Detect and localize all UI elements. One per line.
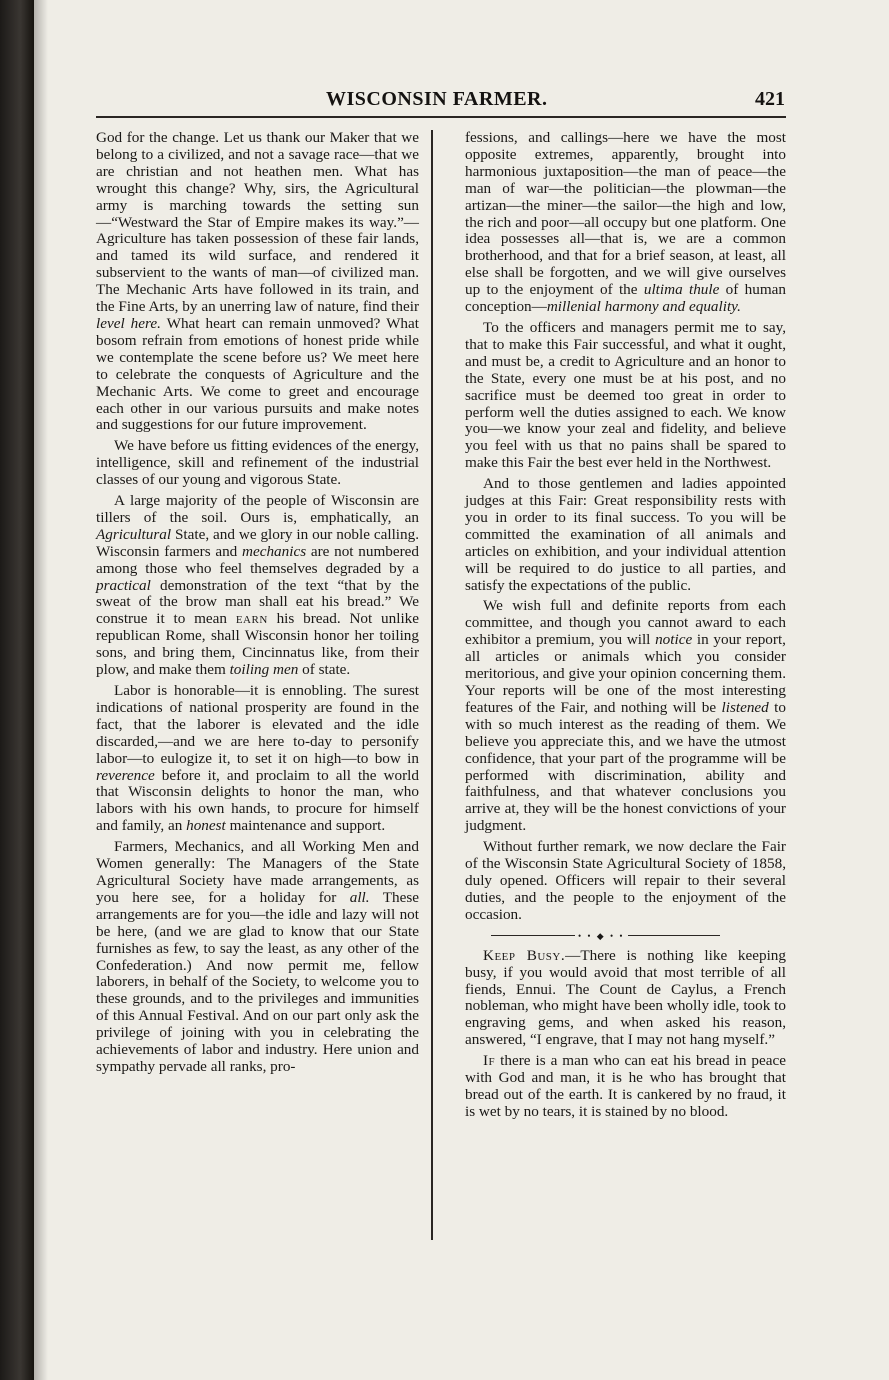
text-run: What heart can remain unmoved? What bosom refrain from emotions of honest pride while we contemplate the scene before us? We meet here to celebrate the conquests of Agriculture and the Mechanic Arts. We come to greet and encourage each other in our various pursuits and make notes and suggestions for our future improvement. <box>96 314 419 434</box>
italic-text: all. <box>349 888 370 906</box>
paragraph <box>465 598 786 835</box>
italic-text: Agricultural <box>96 525 172 543</box>
paragraph <box>465 130 786 316</box>
text-run: We wish full and definite reports from each committee, and though you cannot award to each exhibitor a premium, you will <box>465 597 786 649</box>
text-run: there is a man who can eat his bread in peace with God and man, it is he who has brought that bread out of the earth. It is cankered by no fraud, it is wet by no tears, it is stained by no blood. <box>465 1052 786 1120</box>
left-column <box>96 130 419 1080</box>
paragraph <box>465 1053 786 1121</box>
italic-text: notice <box>655 631 693 649</box>
paragraph <box>465 320 786 472</box>
paragraph <box>96 438 419 489</box>
section-divider <box>465 930 786 940</box>
small-caps-text: Keep Busy. <box>483 946 566 964</box>
text-run: Farmers, Mechanics, and all Working Men and Women generally: The Managers of the State Agricultural Society have made arrangements, as you here see, for a holiday for <box>96 838 419 906</box>
text-run: of state. <box>298 661 351 679</box>
divider-ornament: • • ◆ • • <box>575 928 628 945</box>
text-run: are not numbered among those who feel themselves degraded by a <box>96 542 419 577</box>
text-run: —There is nothing like keeping busy, if you would avoid that most terrible of all fiends, Ennui. The Count de Caylus, a French nobleman, who might have been wholly idle, took to engraving gems, and when asked his reason, answered, “I engrave, that I may not hang myself.” <box>465 946 786 1049</box>
text-run: A large majority of the people of Wisconsin are tillers of the soil. Ours is, emphatically, an <box>96 492 419 526</box>
text-run: These arrangements are for you—the idle and lazy will not be here, (and we are glad to know that our State furnishes as few, to say the least, as any other of the Confederation.) And now permit me, fellow laborers, in behalf of the Society, to welcome you to these grounds, and to the privileges and immunities of this Annual Festival. And on our part only ask the privilege of joining with you in celebrating the achievements of labor and industry. Here union and sympathy pervade all ranks, pro- <box>96 888 419 1075</box>
book-binding <box>0 0 34 1380</box>
italic-text: listened <box>721 698 769 716</box>
italic-text: mechanics <box>242 542 307 560</box>
running-header-title: WISCONSIN FARMER. <box>326 88 548 110</box>
text-run: God for the change. Let us thank our Maker that we belong to a civilized, and not a savage race—that we are christian and not heathen men. What has wrought this change? Why, sirs, the Agricultural army is marching towards the setting sun—“Westward the Star of Empire makes its way.”—Agriculture has taken possession of these fair lands, and tamed its wild surface, and rendered it subservient to the wants of man—of civilized man. The Mechanic Arts have followed in its train, and the Fine Arts, by an unerring law of nature, find their <box>96 129 419 316</box>
text-run: And to those gentlemen and ladies appointed judges at this Fair: Great responsibility rests with you in order to its final success. To you will be committed the examination of all animals and articles on exhibition, and your individual attention will be required to do justice to all parties, and satisfy the expectations of the public. <box>465 475 786 594</box>
italic-text: toiling men <box>229 661 299 679</box>
paragraph <box>96 839 419 1076</box>
italic-text: reverence <box>96 766 155 784</box>
paragraph <box>465 948 786 1049</box>
text-run: demonstration of the text “that by the sweat of the brow man shall eat his bread.” We construe it to mean <box>96 576 419 628</box>
text-run: State, and we glory in our noble calling. Wisconsin farmers and <box>96 525 419 560</box>
paragraph <box>465 476 786 594</box>
text-run: We have before us fitting evidences of the energy, intelligence, skill and refinement of the industrial classes of our young and vigorous State. <box>96 437 419 489</box>
small-caps-text: If <box>483 1052 496 1070</box>
paragraph <box>465 839 786 924</box>
italic-text: millenial harmony and equality. <box>546 298 741 316</box>
text-run: of human conception— <box>465 281 786 316</box>
italic-text: honest <box>186 817 226 835</box>
text-run: in your report, all articles or animals which you consider meritorious, and give your opinion concerning them. Your reports will be one of the most interesting features of the Fair, and nothing will be <box>465 631 786 716</box>
text-run: To the officers and managers permit me to say, that to make this Fair successful, and what it ought, and must be, a credit to Agriculture and an honor to the State, every one must be at his post, and no sacrifice must be deemed too great in order to perform well the duties assigned to each. We know you—we know your zeal and fidelity, and believe you feel with us that no pains shall be spared to make this Fair the best ever held in the Northwest. <box>465 318 786 472</box>
text-run: fessions, and callings—here we have the most opposite extremes, apparently, brought into harmonious juxtaposition—the man of peace—the man of war—the politician—the plowman—the artizan—the miner—the sailor—the high and low, the rich and poor—all occupy but one platform. One idea possesses all—that is, we are a common brotherhood, and that for a brief season, at least, all else shall be forgotten, and we will give ourselves up to the enjoyment of the <box>465 129 786 299</box>
right-column <box>465 130 786 1125</box>
small-caps-text: earn <box>235 610 268 628</box>
header-rule <box>96 116 786 118</box>
text-run: Labor is honorable—it is ennobling. The surest indications of national prosperity are found in the fact, that the laborer is elevated and the idle discarded,—and we are here to-day to personify labor—to eulogize it, to set it on high—to bow in <box>96 682 419 767</box>
paragraph <box>96 493 419 679</box>
text-run: maintenance and support. <box>225 817 386 835</box>
paragraph <box>96 683 419 835</box>
text-run: to with so much interest as the reading of them. We believe you appreciate this, and we have the utmost confidence, that your part of the programme will be performed with discrimination, ability and faithfulness, and that whatever conclusions you arrive at, they will be the honest convictions of your judgment. <box>465 698 786 835</box>
text-run: his bread. Not unlike republican Rome, shall Wisconsin honor her toiling sons, and bring them, Cincinnatus like, from their plow, and make them <box>96 610 419 679</box>
text-run: before it, and proclaim to all the world that Wisconsin delights to honor the man, who labors with his own hands, to procure for himself and family, an <box>96 766 419 835</box>
paragraph <box>96 130 419 434</box>
page-number: 421 <box>755 88 785 110</box>
italic-text: level here. <box>96 314 161 332</box>
italic-text: practical <box>96 576 151 594</box>
column-divider <box>431 130 433 1240</box>
italic-text: ultima thule <box>643 281 720 299</box>
text-run: Without further remark, we now declare the Fair of the Wisconsin State Agricultural Society of 1858, duly opened. Officers will repair to their several duties, and the people to the enjoyment of the occasion. <box>465 838 786 923</box>
gutter-shadow <box>34 0 48 1380</box>
